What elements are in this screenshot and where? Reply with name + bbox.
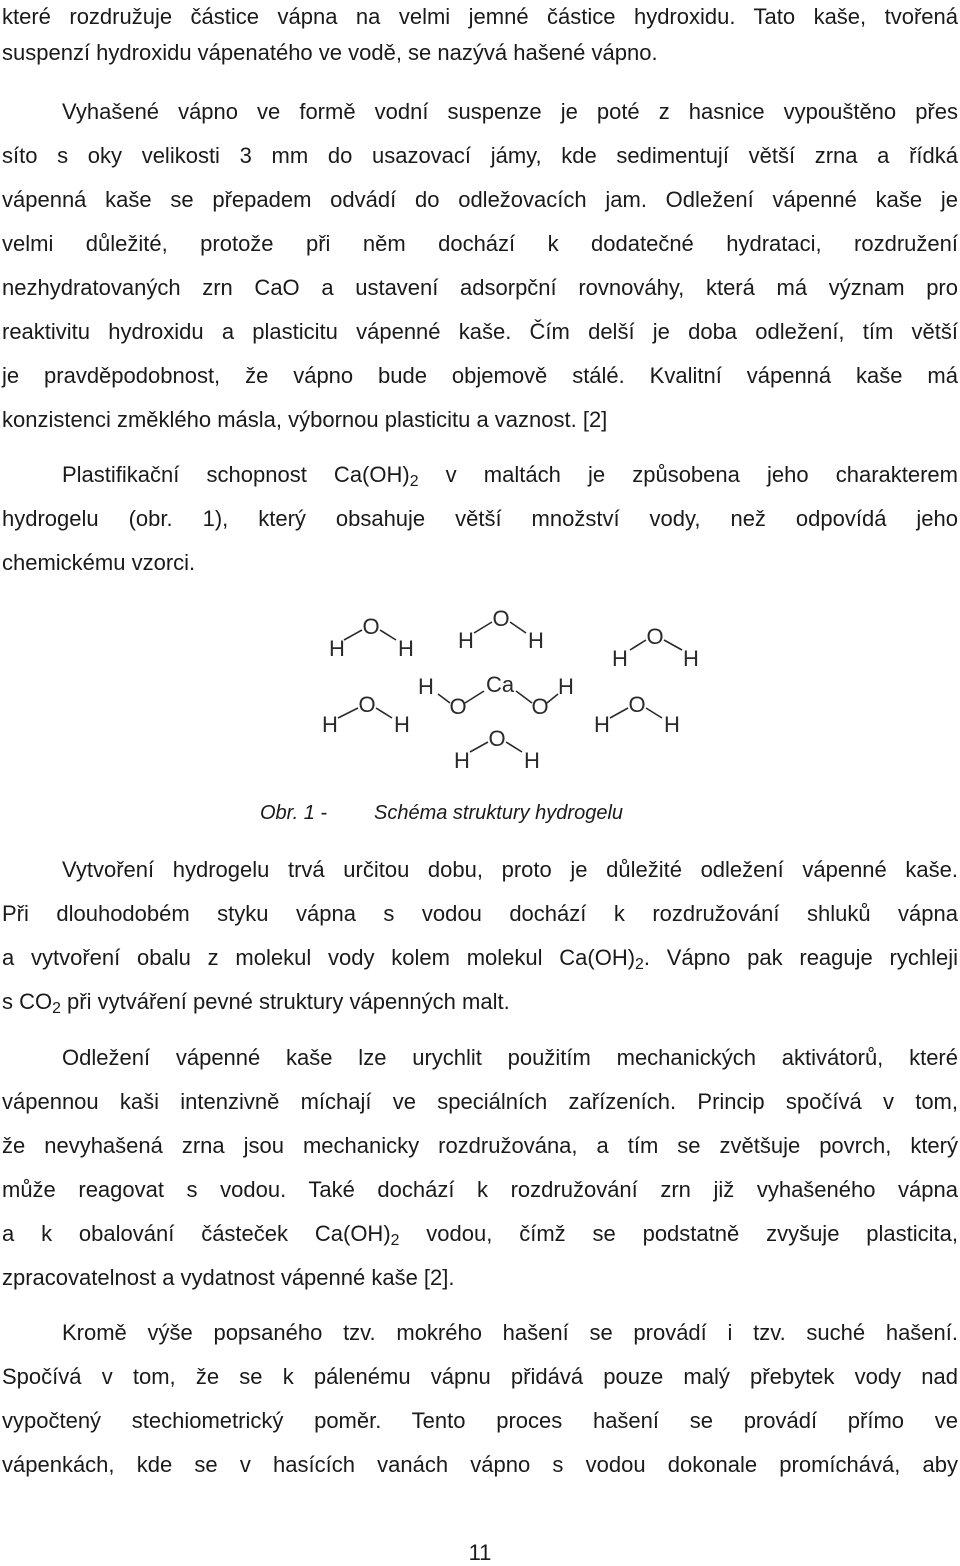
text-line: může reagovat s vodou. Také dochází k rozdružování zrn již vyhašeného vápna: [2, 1177, 958, 1202]
text-line: Při dlouhodobém styku vápna s vodou dochází k rozdružování shluků vápna: [2, 901, 958, 926]
atom-label: O: [628, 692, 646, 717]
atom-label: O: [362, 614, 380, 639]
text-line: zpracovatelnost a vydatnost vápenné kaše [2].: [2, 1265, 455, 1290]
text-line: vápenkách, kde se v hasících vanách vápno s vodou dokonale promíchává, aby: [2, 1452, 958, 1477]
hydrogel-structure-diagram: [300, 600, 720, 790]
text-line: [2, 943, 958, 973]
text-line: Vyhašené vápno ve formě vodní suspenze je poté z hasnice vypouštěno přes: [62, 99, 958, 124]
atom-label: O: [358, 692, 376, 717]
text-line: suspenzí hydroxidu vápenatého ve vodě, se nazývá hašené vápno.: [2, 40, 658, 65]
atom-label: H: [612, 646, 628, 671]
figure-caption-number: Obr. 1 -: [260, 802, 328, 824]
text-line: nezhydratovaných zrn CaO a ustavení adsorpční rovnováhy, která má význam pro: [2, 275, 958, 300]
text-line: vápenná kaše se přepadem odvádí do odležovacích jam. Odležení vápenné kaše je: [2, 187, 958, 212]
text-line: Kromě výše popsaného tzv. mokrého hašení se provádí i tzv. suché hašení.: [62, 1320, 958, 1345]
text-line: hydrogelu (obr. 1), který obsahuje větší množství vody, než odpovídá jeho: [2, 506, 958, 531]
atom-label: H: [558, 674, 574, 699]
page-number: 11: [468, 1540, 492, 1565]
subscript: 2: [390, 1231, 400, 1249]
text-line: je pravděpodobnost, že vápno bude objemově stálé. Kvalitní vápenná kaše má: [2, 363, 958, 388]
text-segment: vodou, čímž se podstatně zvyšuje plasticita,: [399, 1221, 958, 1246]
text-line: vápennou kaši intenzivně míchají ve speciálních zařízeních. Princip spočívá v tom,: [2, 1089, 958, 1114]
text-segment: a k obalování částeček Ca(OH): [2, 1221, 391, 1246]
figure-caption-text: Schéma struktury hydrogelu: [374, 802, 624, 824]
atom-label: H: [528, 628, 544, 653]
text-line: Vytvoření hydrogelu trvá určitou dobu, proto je důležité odležení vápenné kaše.: [62, 857, 958, 882]
atom-label: O: [488, 726, 506, 751]
atom-label: O: [492, 606, 510, 631]
text-line: velmi důležité, protože při něm dochází k dodatečné hydrataci, rozdružení: [2, 231, 958, 256]
text-segment: s CO: [2, 989, 53, 1014]
atom-label: H: [458, 628, 474, 653]
text-line: vypočtený stechiometrický poměr. Tento proces hašení se provádí přímo ve: [2, 1408, 958, 1433]
text-line: reaktivitu hydroxidu a plasticitu vápenné kaše. Čím delší je doba odležení, tím větší: [2, 319, 958, 344]
text-segment: Plastifikační schopnost Ca(OH): [62, 462, 410, 487]
atom-label: O: [449, 694, 467, 719]
text-line: konzistenci změklého másla, výbornou plasticitu a vaznost. [2]: [2, 407, 608, 432]
atom-label: H: [683, 646, 699, 671]
text-segment: v maltách je způsobena jeho charakterem: [418, 462, 958, 487]
atom-label: H: [418, 674, 434, 699]
atom-label: O: [531, 694, 549, 719]
subscript: 2: [409, 472, 419, 490]
atom-label: H: [594, 712, 610, 737]
text-segment: . Vápno pak reaguje rychleji: [643, 945, 958, 970]
text-line: Odležení vápenné kaše lze urychlit použitím mechanických aktivátorů, které: [62, 1045, 958, 1070]
atom-label: H: [454, 748, 470, 773]
subscript: 2: [52, 999, 61, 1017]
atom-label: H: [524, 748, 540, 773]
text-segment: při vytváření pevné struktury vápenných malt.: [60, 989, 510, 1014]
text-line: že nevyhašená zrna jsou mechanicky rozdružována, a tím se zvětšuje povrch, který: [2, 1133, 958, 1158]
atom-label: H: [329, 636, 345, 661]
text-line: [2, 1219, 958, 1249]
text-line: [62, 460, 958, 490]
text-line: které rozdružuje částice vápna na velmi jemné částice hydroxidu. Tato kaše, tvořená: [2, 4, 958, 29]
atom-label: H: [398, 636, 414, 661]
text-line: Spočívá v tom, že se k pálenému vápnu přidává pouze malý přebytek vody nad: [2, 1364, 958, 1389]
text-line: [2, 987, 958, 1017]
atom-label: H: [664, 712, 680, 737]
atom-label: Ca: [485, 672, 515, 697]
atom-label: H: [394, 712, 410, 737]
text-segment: a vytvoření obalu z molekul vody kolem molekul Ca(OH): [2, 945, 636, 970]
subscript: 2: [635, 955, 644, 973]
atom-label: O: [646, 624, 664, 649]
text-line: chemickému vzorci.: [2, 550, 196, 575]
atom-label: H: [322, 712, 338, 737]
text-line: síto s oky velikosti 3 mm do usazovací jámy, kde sedimentují větší zrna a řídká: [2, 143, 958, 168]
